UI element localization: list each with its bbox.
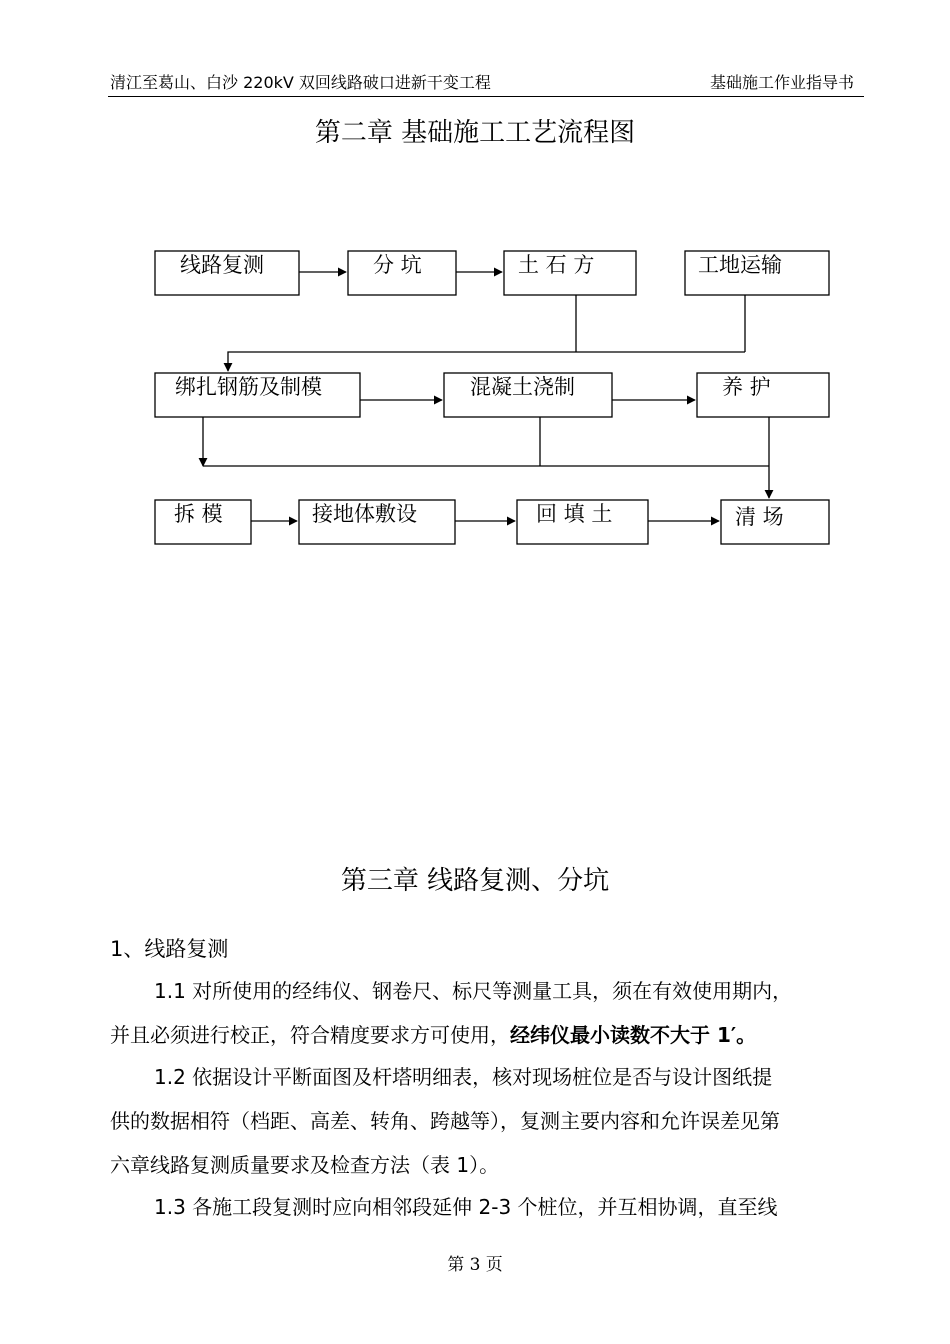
flow-box-transport-label: 工地运输 <box>698 253 782 277</box>
flow-box-pour-label: 混凝土浇制 <box>470 375 575 399</box>
paragraph-1-3 <box>110 1185 855 1229</box>
flow-box-pour <box>444 373 612 417</box>
flow-box-earthwork <box>504 251 636 295</box>
flow-box-grounding <box>299 500 455 544</box>
flow-box-earthwork-label: 土 石 方 <box>518 253 595 277</box>
flow-box-staking <box>348 251 456 295</box>
flow-box-rebar-label: 绑扎钢筋及制模 <box>175 375 322 399</box>
paragraph-1-1-line2: 并且必须进行校正，符合精度要求方可使用， <box>110 1023 510 1047</box>
flow-box-staking-label: 分 坑 <box>373 253 422 277</box>
page-number: 第 3 页 <box>447 1255 503 1275</box>
flow-box-survey <box>155 251 299 295</box>
header-document-title: 基础施工作业指导书 <box>709 73 854 92</box>
chapter3-title: 第三章 线路复测、分坑 <box>340 866 610 896</box>
paragraph-1-2-line2: 供的数据相符（档距、高差、转角、跨越等），复测主要内容和允许误差见第 <box>110 1109 780 1133</box>
section-heading-survey: 1、线路复测 <box>110 937 229 961</box>
flow-box-cleanup-label: 清 场 <box>735 505 784 529</box>
paragraph-1-1 <box>110 969 855 1057</box>
flow-box-demold-label: 拆 模 <box>174 502 223 526</box>
paragraph-1-1-line1: 1.1 对所使用的经纬仪、钢卷尺、标尺等测量工具，须在有效使用期内， <box>154 979 793 1003</box>
flow-box-grounding-label: 接地体敷设 <box>312 502 417 526</box>
paragraph-1-3-line1: 1.3 各施工段复测时应向相邻段延伸 2-3 个桩位，并互相协调，直至线 <box>154 1195 778 1219</box>
construction-flowchart <box>0 0 950 600</box>
paragraph-1-2 <box>110 1055 855 1187</box>
flow-box-cure-label: 养 护 <box>722 375 771 399</box>
chapter2-title: 第二章 基础施工工艺流程图 <box>314 118 636 148</box>
flow-box-backfill-label: 回 填 土 <box>536 502 613 526</box>
header-project-title: 清江至葛山、白沙 220kV 双回线路破口进新干变工程 <box>110 73 491 92</box>
flow-box-demold <box>155 500 251 544</box>
flow-box-backfill <box>517 500 648 544</box>
paragraph-1-2-line3: 六章线路复测质量要求及检查方法（表 1）。 <box>110 1153 500 1177</box>
paragraph-1-2-line1: 1.2 依据设计平断面图及杆塔明细表，核对现场桩位是否与设计图纸提 <box>154 1065 773 1089</box>
paragraph-1-1-bold-requirement: 经纬仪最小读数不大于 1′。 <box>510 1023 757 1047</box>
flow-box-survey-label: 线路复测 <box>180 253 264 277</box>
flow-box-cure <box>697 373 829 417</box>
flow-box-rebar <box>155 373 360 417</box>
arrow-merge-to-rebar <box>228 352 745 371</box>
flow-box-cleanup <box>721 500 829 544</box>
flow-box-transport <box>685 251 829 295</box>
